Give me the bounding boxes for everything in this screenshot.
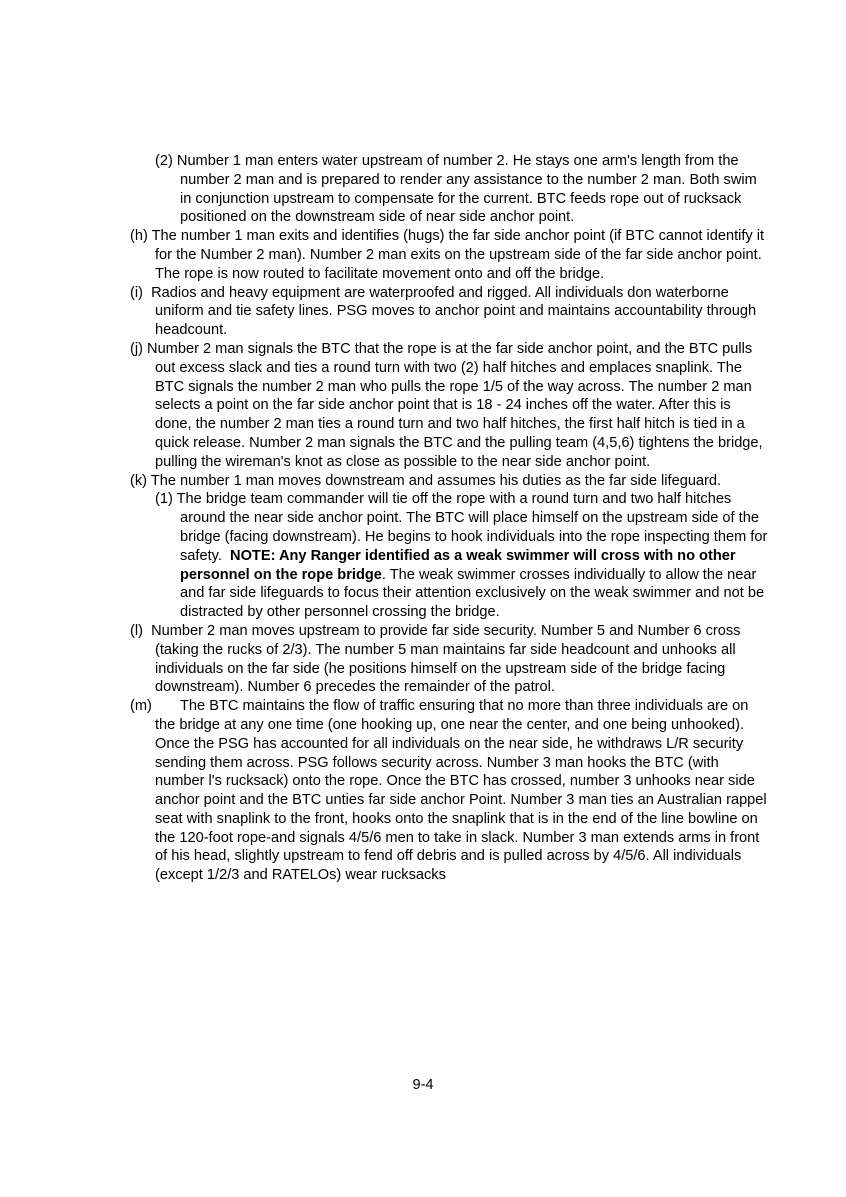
paragraph-text: Number 1 man enters water upstream of number 2. He stays one arm's length from the number 2 man and is prepared to render any assistance to the number 2 man. Both swim in conjunction upstream to compensate for the current. BTC feeds rope out of rucksack positioned on the downstream side of near side anchor point. <box>176 153 757 226</box>
paragraph-text: Radios and heavy equipment are waterproofed and rigged. All individuals don waterborne uniform and tie safety lines. PSG moves to anchor point and maintains accountability through headcount. <box>151 284 757 339</box>
paragraph-text: The bridge team commander will tie off the rope with a round turn and two half hitches around the near side anchor point. The BTC will place himself on the upstream side of the bridge (facing downstream). He begins to hook individuals into the rope inspecting them for safety. <box>176 491 768 564</box>
paragraph-label: (m) <box>130 698 152 715</box>
paragraph-text: Number 2 man moves upstream to provide far side security. Number 5 and Number 6 cross (taking the rucks of 2/3). The number 5 man maintains far side headcount and unhooks all individuals on the far side (he positions himself on the upstream side of the bridge facing downstream). Number 6 precedes the remainder of the patrol. <box>151 622 741 696</box>
document-body <box>130 152 770 885</box>
paragraph-label: (j) <box>130 340 143 357</box>
paragraph-k-1 <box>155 490 770 622</box>
paragraph-label: (1) <box>155 491 173 508</box>
paragraph-i <box>130 284 770 340</box>
paragraph-text-continued: . The weak swimmer crosses individually to allow the near and far side lifeguards to focus their attention exclusively on the weak swimmer and not be distracted by other personnel crossing the bridge. <box>180 566 765 621</box>
paragraph-label: (h) <box>130 228 148 245</box>
paragraph-j <box>130 340 770 472</box>
paragraph-l <box>130 622 770 697</box>
page-number: 9-4 <box>412 1077 434 1093</box>
paragraph-label: (l) <box>130 622 143 639</box>
paragraph-m <box>130 697 770 885</box>
paragraph-k <box>130 472 770 491</box>
paragraph-label: (2) <box>155 153 173 169</box>
paragraph-h <box>130 227 770 283</box>
weak-swimmer-note: NOTE: Any Ranger identified as a weak swimmer will cross with no other personnel on the rope bridge <box>180 547 736 583</box>
paragraph-text: Number 2 man signals the BTC that the rope is at the far side anchor point, and the BTC pulls out excess slack and ties a round turn with two (2) half hitches and emplaces snaplink. The BTC signals the number 2 man who pulls the rope 1/5 of the way across. The number 2 man selects a point on the far side anchor point that is 18 - 24 inches off the water. After this is done, the number 2 man ties a round turn and two half hitches, the first half hitch is tied in a quick release. Number 2 man signals the BTC and the pulling team (4,5,6) tightens the bridge, pulling the wireman's knot as close as possible to the near side anchor point. <box>147 340 763 470</box>
paragraph-text: The BTC maintains the flow of traffic ensuring that no more than three individuals are on the bridge at any one time (one hooking up, one near the center, and one being unhooked). Once the PSG has accounted for all individuals on the near side, he withdraws L/R security sending them across. PSG follows security across. Number 3 man hooks the BTC (with number l's rucksack) onto the rope. Once the BTC has crossed, number 3 unhooks near side anchor point and the BTC unties far side anchor Point. Number 3 man ties an Australian rappel seat with snaplink to the front, hooks onto the snaplink that is in the end of the line bowline on the 120-foot rope-and signals 4/5/6 men to take in slack. Number 3 man extends arms in front of his head, slightly upstream to fend off debris and is pulled across by 4/5/6. All individuals (except 1/2/3 and RATELOs) wear rucksacks <box>155 698 767 884</box>
paragraph-2 <box>155 152 770 227</box>
paragraph-text: The number 1 man exits and identifies (hugs) the far side anchor point (if BTC cannot identify it for the Number 2 man). Number 2 man exits on the upstream side of the far side anchor point. The rope is now routed to facilitate movement onto and off the bridge. <box>151 228 765 282</box>
paragraph-text: The number 1 man moves downstream and assumes his duties as the far side lifeguard. <box>150 472 722 489</box>
paragraph-label: (k) <box>130 472 148 489</box>
paragraph-label: (i) <box>130 284 143 301</box>
